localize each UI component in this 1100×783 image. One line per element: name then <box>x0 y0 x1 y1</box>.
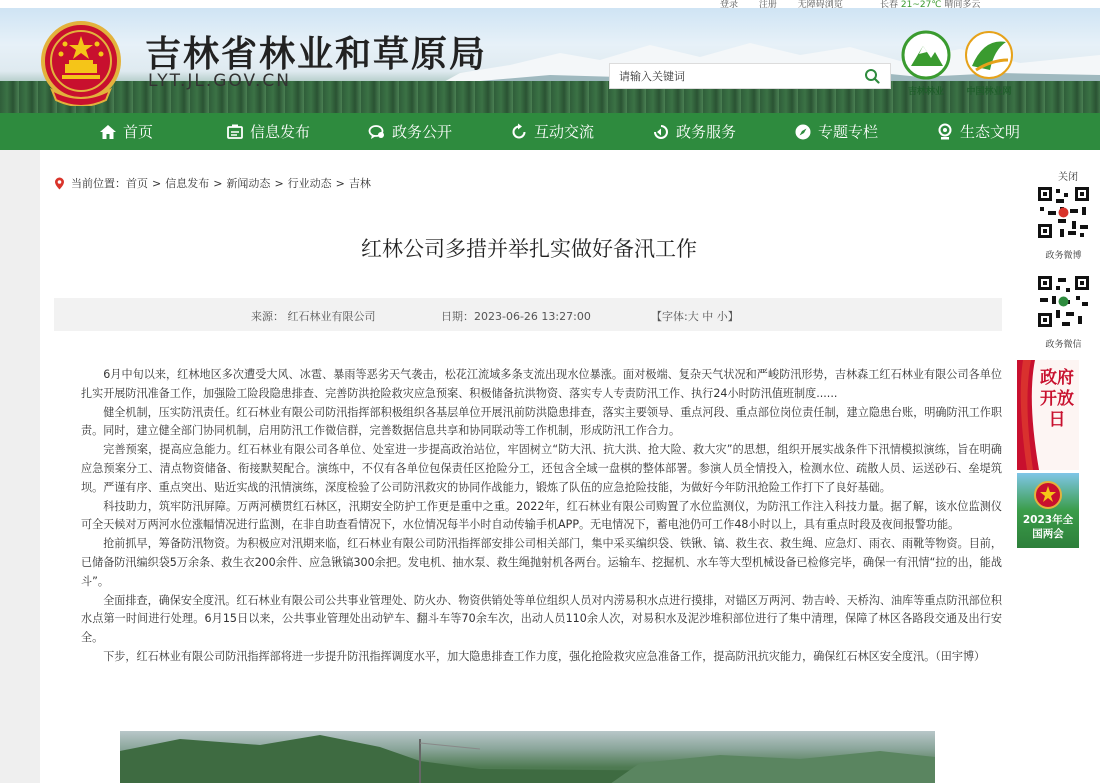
nav-item-label: 首页 <box>122 123 153 141</box>
nav-item-label: 专题专栏 <box>817 123 878 141</box>
gov-open-day-text: 政府开放日 <box>1040 368 1074 430</box>
breadcrumb-jilin[interactable]: 吉林 <box>348 177 371 190</box>
weather-temp: 21~27℃ <box>900 0 942 8</box>
national-emblem-icon <box>40 20 122 106</box>
two-sessions-banner[interactable] <box>1017 473 1079 548</box>
qr-code-icon[interactable] <box>1036 274 1091 329</box>
breadcrumb-news[interactable]: 新闻动态 <box>226 177 271 190</box>
breadcrumb-info[interactable]: 信息发布 <box>165 177 210 190</box>
article-container <box>40 150 1018 783</box>
nav-item-interaction[interactable] <box>481 113 623 150</box>
nav-item-label: 政务公开 <box>391 123 452 141</box>
breadcrumb-home[interactable]: 首页 <box>126 177 148 190</box>
font-size-switcher[interactable]: 【字体:大 中 小】 <box>651 310 739 323</box>
search-icon <box>864 68 880 84</box>
article-date: 日期：2023-06-26 13:27:00 <box>441 310 591 323</box>
site-header <box>0 8 1100 113</box>
compass-icon <box>794 123 812 141</box>
chat-icon <box>368 123 386 141</box>
site-title: 吉林省林业和草原局 <box>145 33 488 75</box>
nav-item-service[interactable] <box>623 113 765 150</box>
nav-item-label: 互动交流 <box>533 123 594 141</box>
weather-city: 长春 <box>880 0 899 8</box>
article-paragraph: 抢前抓早，筹备防汛物资。为积极应对汛期来临，红石林业有限公司防汛指挥部安排公司相关部门，集中采买编织袋、铁锹、镐、救生衣、救生绳、应急灯、雨衣、雨靴等物资。目前，已储备防汛编织袋5万余条、救生衣200余件、应急锹镐300余把。发电机、抽水泵、救生绳抛射机各两台。运输车、挖掘机、水车等大型机械设备已检修完毕，确保一有汛情“拉的出，能战斗”。 <box>81 537 1002 588</box>
article-paragraph: 完善预案，提高应急能力。红石林业有限公司各单位、处室进一步提高政治站位，牢固树立“防大汛、抗大洪、抢大险、救大灾”的思想，组织开展实战条件下汛情模拟演练，旨在明确应急预案分工、清点物资储备、衔接默契配合。演练中，不仅有各单位包保责任区抢险分工，还包含全域一盘棋的整体部署。参演人员全情投入，检测水位、疏散人员、运送砂石、垒堤筑坝。严谨有序、重点突出、贴近实战的汛情演练，深度检验了公司防汛救灾的协同作战能力，锻炼了队伍的应急抢险技能，为做好今年防汛抢险工作打下了良好基础。 <box>81 443 1002 494</box>
article-body <box>81 366 1002 667</box>
register-link[interactable]: 注册 <box>758 0 777 8</box>
right-sidebar <box>1017 150 1100 783</box>
nav-item-label: 生态文明 <box>959 123 1020 141</box>
info-icon <box>226 123 244 141</box>
nav-item-label: 政务服务 <box>675 123 736 141</box>
china-forestry-caption: 中国林业网 <box>966 87 1012 97</box>
top-links <box>720 0 861 8</box>
qr-code-icon[interactable] <box>1036 185 1091 240</box>
leaf-icon <box>936 123 954 141</box>
jilin-forestry-logo[interactable] <box>898 30 954 102</box>
article-photo <box>120 731 935 783</box>
two-sessions-text: 2023年全国两会 <box>1022 514 1074 540</box>
close-sidebar-button[interactable]: 关闭 <box>1058 172 1078 183</box>
main-nav <box>0 113 1100 150</box>
article-paragraph: 6月中旬以来，红林地区多次遭受大风、冰雹、暴雨等恶劣天气袭击，松花江流域多条支流出现水位暴涨。面对极端、复杂天气状况和严峻防汛形势，吉林森工红石林业有限公司各单位扎实开展防汛准备工作，加强险工险段隐患排查、完善防洪抢险救灾应急预案、积极储备抗洪物资、落实专人专责防汛工作、执行24小时防汛值班制度...... <box>81 368 1002 400</box>
search-input[interactable] <box>610 64 850 88</box>
article-meta <box>54 298 1002 331</box>
breadcrumb-industry[interactable]: 行业动态 <box>287 177 332 190</box>
top-strip <box>0 0 1100 8</box>
article-paragraph: 全面排查，确保安全度汛。红石林业有限公司公共事业管理处、防火办、物资供销处等单位组织人员对内涝易积水点进行摸排，对锚区万两河、勃吉岭、天桥沟、油库等重点防汛部位积水点第一时间进行处理。6月15日以来，公共事业管理处出动铲车、翻斗车等70余车次，出动人员110余人次，对易积水及泥沙堆积部位进行了集中清理，保障了林区各路段交通及出行安全。 <box>81 593 1002 645</box>
login-link[interactable]: 登录 <box>720 0 739 8</box>
refresh-icon <box>510 123 528 141</box>
accessibility-link[interactable]: 无障碍浏览 <box>797 0 843 8</box>
jilin-forestry-logo-icon <box>901 30 951 80</box>
article-paragraph: 下步，红石林业有限公司防汛指挥部将进一步提升防汛指挥调度水平，加大隐患排查工作力度，强化抢险救灾应急准备工作，提高防汛抗灾能力，确保红石林区安全度汛。（田宇博） <box>103 649 986 663</box>
article-photo-illustration <box>120 731 935 783</box>
nav-item-gov-open[interactable] <box>339 113 481 150</box>
qr-weibo-caption: 政务微博 <box>1045 251 1082 261</box>
breadcrumb: 当前位置： 首页 > 信息发布 > 新闻动态 > 行业动态 > 吉林 <box>54 175 371 191</box>
location-pin-icon <box>54 177 65 190</box>
nav-item-home[interactable] <box>55 113 197 150</box>
jilin-forestry-caption: 吉林林业 <box>907 87 944 97</box>
nav-item-special[interactable] <box>765 113 907 150</box>
article-paragraph: 科技助力，筑牢防汛屏障。万两河横贯红石林区，汛期安全防护工作更是重中之重。2022年，红石林业有限公司购置了水位监测仪，为防汛工作注入科技力量。据了解，该水位监测仪可全天候对万两河水位涨幅情况进行监测，在非自助查看情况下，水位情况每半小时自动传输手机APP。无电情况下，蓄电池仍可工作48小时以上，具有重点时段及夜间报警功能。 <box>81 499 1002 532</box>
weather-text: 晴间多云 <box>944 0 981 8</box>
article-title: 红林公司多措并举扎实做好备汛工作 <box>361 237 697 261</box>
site-url: LYT.JL.GOV.CN <box>148 71 291 91</box>
weather <box>880 0 980 8</box>
nav-item-label: 信息发布 <box>249 123 310 141</box>
qr-wechat-caption: 政务微信 <box>1045 340 1082 350</box>
home-icon <box>99 123 117 141</box>
article-source: 来源： 红石林业有限公司 <box>251 310 376 323</box>
nav-item-ecology[interactable] <box>907 113 1049 150</box>
search-button[interactable] <box>854 64 890 88</box>
china-forestry-logo-icon <box>964 30 1014 80</box>
china-forestry-logo[interactable] <box>958 30 1020 102</box>
search-box <box>609 63 891 89</box>
nav-item-info[interactable] <box>197 113 339 150</box>
article-paragraph: 健全机制，压实防汛责任。红石林业有限公司防汛指挥部积极组织各基层单位开展汛前防洪隐患排查，落实主要领导、重点河段、重点部位岗位责任制，建立隐患台账，明确防汛工作职责。同时，建立健全部门协同机制，启用防汛工作微信群，完善数据信息共享和协同联动等工作机制，形成防汛工作合力。 <box>81 405 1002 438</box>
gov-open-day-banner[interactable] <box>1017 360 1079 470</box>
breadcrumb-label: 当前位置： <box>71 177 126 190</box>
service-icon <box>652 123 670 141</box>
